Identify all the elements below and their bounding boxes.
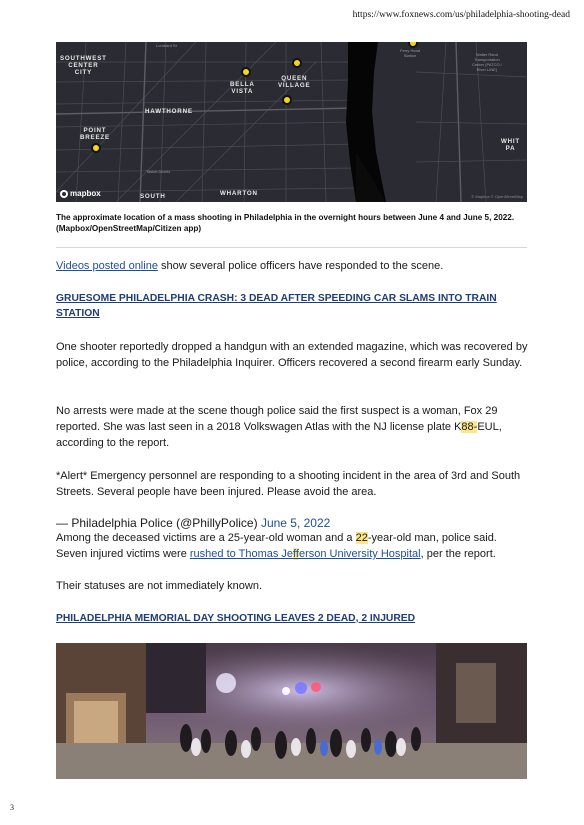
map-label-bella-vista: BELLA VISTA: [230, 81, 255, 95]
related-headline-crash-link[interactable]: GRUESOME PHILADELPHIA CRASH: 3 DEAD AFTER SPEEDING CAR SLAMS INTO TRAIN STATION: [56, 293, 497, 319]
tweet-attribution: [56, 515, 330, 531]
shooting-marker: [91, 143, 101, 153]
map-attribution: © Mapbox © OpenStreetMap: [471, 194, 523, 199]
crowd-scene-image: [56, 643, 527, 779]
mapbox-logo: [60, 189, 101, 198]
videos-posted-online-link[interactable]: Videos posted online: [56, 260, 158, 272]
map-label-transportation-center: Walter Rand Transportation Center (PATCO / River LINE): [472, 52, 502, 72]
mapbox-icon: [60, 190, 68, 198]
map-label-point-breeze: POINT BREEZE: [80, 127, 110, 141]
shooting-location-map: [56, 42, 527, 202]
paragraph-text: Among the deceased victims are a 25-year-old woman and a: [56, 532, 356, 544]
divider: [56, 247, 527, 248]
map-street-label-mid: Tasker-Morris: [146, 169, 171, 174]
map-label-southwest-center-city: SOUTHWEST CENTER CITY: [60, 55, 107, 76]
tweet-author: — Philadelphia Police (@PhillyPolice): [56, 516, 261, 530]
tweet-date-link[interactable]: June 5, 2022: [260, 516, 331, 530]
map-label-queen-village: QUEEN VILLAGE: [278, 75, 311, 89]
highlighted-text: ff: [293, 548, 299, 560]
link-text: erson University Hospital: [298, 548, 421, 560]
map-label-white: WHIT PA: [501, 138, 521, 152]
link-text: rushed to Thomas Je: [189, 548, 294, 560]
paragraph-text: show several police officers have responded to the scene.: [157, 260, 444, 272]
related-headline-memorial-day-link[interactable]: PHILADELPHIA MEMORIAL DAY SHOOTING LEAVES 2 DEAD, 2 INJURED: [56, 613, 416, 624]
map-label-south: SOUTH: [140, 193, 166, 200]
mapbox-logo-text: mapbox: [70, 189, 101, 198]
highlighted-text: 22: [355, 532, 368, 544]
paragraph-handgun: One shooter reportedly dropped a handgun with an extended magazine, which was recovered by police, according to the Philadelphia Inquirer. Officers recovered a second firearm early Sunday.: [56, 341, 528, 369]
map-streets: [56, 42, 527, 202]
page-url: https://www.foxnews.com/us/philadelphia-shooting-dead: [352, 10, 570, 20]
paragraph-suspect: [56, 403, 531, 451]
shooting-marker: [292, 58, 302, 68]
paragraph-victims: [56, 530, 531, 562]
map-label-wharton: WHARTON: [220, 190, 258, 197]
scene-photo: [56, 643, 527, 779]
page-number: 3: [10, 803, 14, 812]
map-label-ferry: Ferry Head Station: [400, 48, 421, 58]
paragraph-text: No arrests were made at the scene though police said the first suspect is a woman, Fox 29 reported. She was last seen in a 2018 Volkswagen Atlas with the NJ license plate K: [56, 405, 498, 433]
map-label-hawthorne: HAWTHORNE: [145, 108, 193, 115]
highlighted-text: 88-: [461, 421, 478, 433]
paragraph-videos: [56, 258, 531, 274]
shooting-marker: [241, 67, 251, 77]
map-street-label-top: Lombard St: [156, 43, 177, 48]
shooting-marker: [282, 95, 292, 105]
paragraph-text: -year-old man, police said. Seven injured victims were: [56, 532, 497, 560]
map-caption: The approximate location of a mass shooting in Philadelphia in the overnight hours between June 4 and June 5, 2022. (Mapbox/OpenStreetMap/Citizen app): [56, 213, 515, 233]
embedded-tweet-text: *Alert* Emergency personnel are responding to a shooting incident in the area of 3rd and South Streets. Several people have been injured. Please avoid the area.: [56, 470, 521, 498]
thomas-jefferson-hospital-link[interactable]: [190, 548, 421, 560]
paragraph-text: , per the report.: [420, 548, 496, 560]
paragraph-text: EUL, according to the report.: [56, 421, 502, 449]
paragraph-statuses: Their statuses are not immediately known.: [56, 580, 263, 592]
